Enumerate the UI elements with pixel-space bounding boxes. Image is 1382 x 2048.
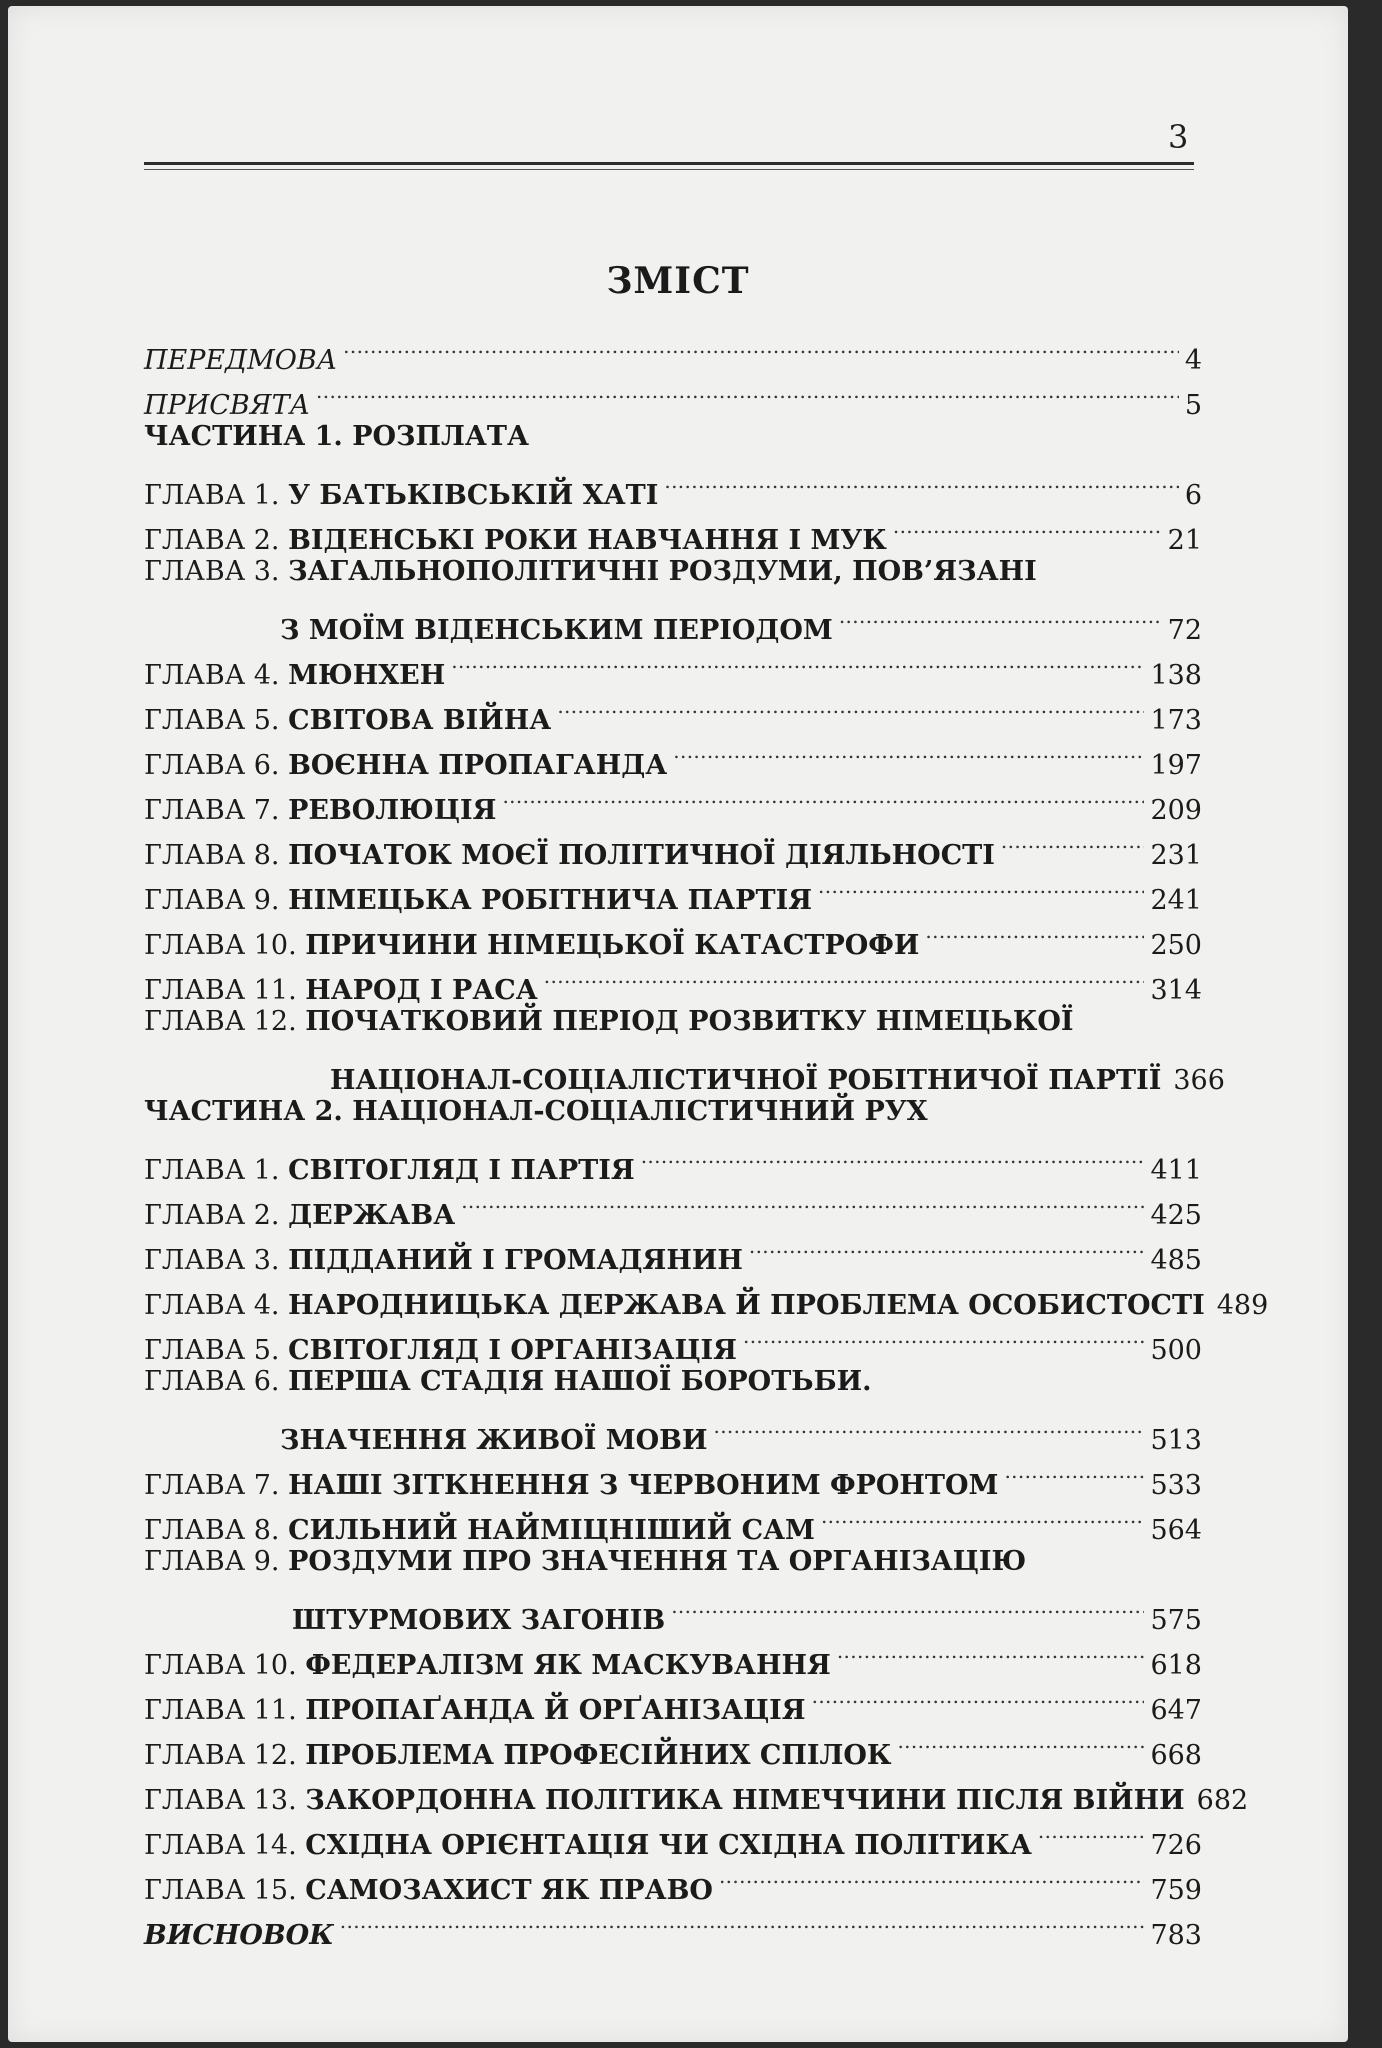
toc-entry-chapter-number: ГЛАВА 9. — [144, 1546, 289, 1577]
toc-entry-label — [144, 414, 529, 459]
toc-entry-page: 489 — [1216, 1290, 1269, 1321]
toc-entry-chapter-number: ГЛАВА 2. — [144, 525, 289, 556]
toc-entry — [144, 1449, 1202, 1501]
toc-entry-chapter-number: ГЛАВА 9. — [144, 885, 289, 916]
header-rule-thin — [144, 169, 1194, 170]
toc-entry-title: НАРОДНИЦЬКА ДЕРЖАВА Й ПРОБЛЕМА ОСОБИСТОСТІ — [288, 1290, 1205, 1321]
toc-entry-label — [144, 1359, 872, 1404]
toc-entry-title: ВИСНОВОК — [144, 1920, 334, 1951]
toc-entry-chapter-number: ГЛАВА 4. — [144, 660, 289, 691]
toc-entry — [144, 1764, 1249, 1816]
toc-entry-label — [144, 1089, 928, 1134]
toc-entry-chapter-number: ГЛАВА 8. — [144, 1515, 289, 1546]
toc-entry — [144, 594, 1202, 646]
toc-entry-leader-dots — [502, 774, 1144, 819]
toc-entry-page: 668 — [1150, 1740, 1202, 1771]
toc-entry-leader-dots — [340, 1899, 1145, 1944]
toc-entry-chapter-number: ГЛАВА 5. — [144, 1335, 289, 1366]
toc-entry-page: 500 — [1150, 1335, 1202, 1366]
toc-entry-label — [144, 1913, 334, 1958]
toc-entry-title: З МОЇМ ВІДЕНСЬКИМ ПЕРІОДОМ — [280, 615, 833, 646]
toc-entry-page: 647 — [1150, 1695, 1202, 1726]
toc-entry-leader-dots — [544, 954, 1145, 999]
toc-entry-page: 72 — [1167, 615, 1202, 646]
toc-entry-chapter-number: ГЛАВА 1. — [144, 1155, 289, 1186]
toc-entry-leader-dots — [664, 459, 1178, 504]
toc-entry-title: ЧАСТИНА 1. РОЗПЛАТА — [144, 421, 529, 452]
toc-entry-chapter-number: ГЛАВА 10. — [144, 930, 306, 961]
toc-entry-title: ПРИСВЯТА — [144, 390, 311, 421]
toc-entry-chapter-number: ГЛАВА 11. — [144, 1695, 306, 1726]
toc-entry-title: СИЛЬНИЙ НАЙМІЦНІШИЙ САМ — [288, 1515, 815, 1546]
toc-entry-leader-dots — [343, 324, 1179, 369]
toc-entry-page: 513 — [1150, 1425, 1202, 1456]
toc-entry-title: РЕВОЛЮЦІЯ — [288, 795, 497, 826]
toc-entry — [144, 549, 1202, 594]
toc-entry-title: НІМЕЦЬКА РОБІТНИЧА ПАРТІЯ — [288, 885, 813, 916]
toc-entry-chapter-number: ГЛАВА 7. — [144, 1470, 289, 1501]
toc-entry-page: 5 — [1184, 390, 1202, 421]
toc-entry-title: СХІДНА ОРІЄНТАЦІЯ ЧИ СХІДНА ПОЛІТИКА — [305, 1830, 1032, 1861]
toc-entry-chapter-number: ГЛАВА 6. — [144, 1366, 289, 1397]
toc-entry-page: 209 — [1150, 795, 1202, 826]
toc-entry-page: 564 — [1150, 1515, 1202, 1546]
toc-entry-title: ПІДДАНИЙ І ГРОМАДЯНИН — [288, 1245, 743, 1276]
toc-entry — [144, 864, 1202, 916]
toc-entry-leader-dots — [451, 639, 1144, 684]
toc-entry-title: ПОЧАТОК МОЄЇ ПОЛІТИЧНОЇ ДІЯЛЬНОСТІ — [288, 840, 995, 871]
toc-entry-leader-dots — [673, 729, 1144, 774]
toc-entry-page: 241 — [1150, 885, 1202, 916]
toc-entry — [144, 459, 1202, 511]
header-rule — [144, 162, 1194, 165]
toc-entry — [144, 1854, 1202, 1906]
toc-entry-page: 173 — [1150, 705, 1202, 736]
toc-entry-title: МЮНХЕН — [288, 660, 446, 691]
toc-entry-chapter-number: ГЛАВА 11. — [144, 975, 306, 1006]
toc-entry-leader-dots — [719, 1854, 1145, 1899]
toc-entry-leader-dots — [743, 1314, 1144, 1359]
toc-entry-page: 366 — [1173, 1065, 1225, 1096]
toc-entry-leader-dots — [837, 1629, 1145, 1674]
table-of-contents — [144, 324, 1269, 1951]
toc-entry-title: ПРИЧИНИ НІМЕЦЬКОЇ КАТАСТРОФИ — [305, 930, 920, 961]
toc-entry-title: ФЕДЕРАЛІЗМ ЯК МАСКУВАННЯ — [305, 1650, 831, 1681]
toc-entry-leader-dots — [812, 1674, 1145, 1719]
toc-entry-page: 314 — [1150, 975, 1202, 1006]
toc-entry-chapter-number: ГЛАВА 3. — [144, 556, 289, 587]
toc-entry — [144, 1809, 1202, 1861]
toc-entry-leader-dots — [821, 1494, 1145, 1539]
toc-entry-title: ПЕРЕДМОВА — [144, 345, 338, 376]
toc-entry — [144, 1044, 1225, 1096]
toc-entry-leader-dots — [1004, 1449, 1144, 1494]
toc-entry — [144, 1899, 1202, 1951]
toc-entry-chapter-number: ГЛАВА 6. — [144, 750, 289, 781]
toc-entry — [144, 1539, 1202, 1584]
toc-entry — [144, 1494, 1202, 1546]
toc-entry-page: 231 — [1150, 840, 1202, 871]
book-page — [8, 6, 1348, 2042]
toc-entry — [144, 1584, 1202, 1636]
toc-entry-chapter-number: ГЛАВА 1. — [144, 480, 289, 511]
toc-entry-leader-dots — [671, 1584, 1144, 1629]
toc-entry-leader-dots — [897, 1719, 1144, 1764]
toc-entry-chapter-number: ГЛАВА 4. — [144, 1290, 289, 1321]
toc-entry-title: САМОЗАХИСТ ЯК ПРАВО — [305, 1875, 713, 1906]
toc-entry — [144, 1269, 1269, 1321]
toc-entry-page: 759 — [1150, 1875, 1202, 1906]
toc-entry — [144, 1359, 1202, 1404]
toc-entry — [144, 1179, 1202, 1231]
toc-entry-title: ЗАКОРДОННА ПОЛІТИКА НІМЕЧЧИНИ ПІСЛЯ ВІЙНИ — [305, 1785, 1185, 1816]
toc-entry-chapter-number: ГЛАВА 7. — [144, 795, 289, 826]
toc-entry-title: ПРОПАҐАНДА Й ОРҐАНІЗАЦІЯ — [305, 1695, 806, 1726]
toc-entry-page: 4 — [1184, 345, 1202, 376]
toc-entry — [144, 1224, 1202, 1276]
toc-entry-label — [144, 999, 1074, 1044]
toc-entry-title: СВІТОГЛЯД І ПАРТІЯ — [288, 1155, 635, 1186]
toc-entry-leader-dots — [839, 594, 1162, 639]
toc-entry-title: СВІТОГЛЯД І ОРГАНІЗАЦІЯ — [288, 1335, 737, 1366]
toc-entry — [144, 954, 1202, 1006]
toc-entry — [144, 1314, 1202, 1366]
toc-entry-title: ШТУРМОВИХ ЗАГОНІВ — [292, 1605, 666, 1636]
toc-entry-page: 138 — [1150, 660, 1202, 691]
toc-entry-leader-dots — [818, 864, 1144, 909]
toc-entry-leader-dots — [557, 684, 1144, 729]
toc-entry-page: 533 — [1150, 1470, 1202, 1501]
toc-entry-title: ЗАГАЛЬНОПОЛІТИЧНІ РОЗДУМИ, ПОВ’ЯЗАНІ — [288, 556, 1037, 587]
toc-entry-chapter-number: ГЛАВА 12. — [144, 1740, 306, 1771]
toc-entry-leader-dots — [749, 1224, 1145, 1269]
toc-entry — [144, 369, 1202, 421]
toc-entry-chapter-number: ГЛАВА 8. — [144, 840, 289, 871]
toc-entry-page: 197 — [1150, 750, 1202, 781]
toc-entry-page: 6 — [1184, 480, 1202, 511]
toc-entry-leader-dots — [925, 909, 1144, 954]
toc-entry — [144, 774, 1202, 826]
toc-entry-chapter-number: ГЛАВА 15. — [144, 1875, 306, 1906]
toc-entry-title: НАРОД І РАСА — [305, 975, 538, 1006]
page-number: 3 — [1168, 118, 1189, 156]
toc-entry-page: 575 — [1150, 1605, 1202, 1636]
toc-entry-page: 682 — [1196, 1785, 1249, 1816]
toc-entry-chapter-number: ГЛАВА 14. — [144, 1830, 306, 1861]
toc-entry-chapter-number: ГЛАВА 12. — [144, 1006, 306, 1037]
toc-entry-page: 618 — [1150, 1650, 1202, 1681]
toc-entry-page: 726 — [1150, 1830, 1202, 1861]
toc-entry-title: РОЗДУМИ ПРО ЗНАЧЕННЯ ТА ОРГАНІЗАЦІЮ — [288, 1546, 1027, 1577]
toc-entry — [144, 414, 1202, 459]
toc-entry — [144, 324, 1202, 376]
toc-entry — [144, 819, 1202, 871]
toc-entry-chapter-number: ГЛАВА 5. — [144, 705, 289, 736]
toc-entry-leader-dots — [461, 1179, 1144, 1224]
toc-entry-title: ПОЧАТКОВИЙ ПЕРІОД РОЗВИТКУ НІМЕЦЬКОЇ — [305, 1006, 1074, 1037]
toc-entry-label — [144, 549, 1037, 594]
toc-entry-chapter-number: ГЛАВА 13. — [144, 1785, 306, 1816]
toc-entry-title: ВОЄННА ПРОПАГАНДА — [288, 750, 668, 781]
toc-entry-page: 783 — [1150, 1920, 1202, 1951]
toc-entry — [144, 504, 1202, 556]
toc-entry — [144, 1134, 1202, 1186]
toc-entry-leader-dots — [316, 369, 1179, 414]
toc-title: ЗМІСТ — [606, 260, 750, 302]
toc-entry — [144, 1629, 1202, 1681]
toc-entry-title: НАЦІОНАЛ-СОЦІАЛІСТИЧНОЇ РОБІТНИЧОЇ ПАРТІЇ — [330, 1065, 1162, 1096]
toc-entry-title: СВІТОВА ВІЙНА — [288, 705, 552, 736]
toc-entry-title: ВІДЕНСЬКІ РОКИ НАВЧАННЯ І МУК — [288, 525, 887, 556]
toc-entry-title: ПРОБЛЕМА ПРОФЕСІЙНИХ СПІЛОК — [305, 1740, 892, 1771]
toc-entry — [144, 1404, 1202, 1456]
toc-entry-page: 411 — [1150, 1155, 1202, 1186]
toc-entry-chapter-number: ГЛАВА 10. — [144, 1650, 306, 1681]
toc-entry-title: ДЕРЖАВА — [288, 1200, 456, 1231]
toc-entry-page: 250 — [1150, 930, 1202, 961]
toc-entry — [144, 1674, 1202, 1726]
toc-entry-title: ПЕРША СТАДІЯ НАШОЇ БОРОТЬБИ. — [288, 1366, 872, 1397]
toc-entry-title: ЧАСТИНА 2. НАЦІОНАЛ-СОЦІАЛІСТИЧНИЙ РУХ — [144, 1096, 928, 1127]
toc-entry-label — [144, 1539, 1026, 1584]
toc-entry-leader-dots — [1001, 819, 1145, 864]
toc-entry-page: 425 — [1150, 1200, 1202, 1231]
toc-entry — [144, 1089, 1202, 1134]
toc-entry-leader-dots — [893, 504, 1162, 549]
toc-entry-leader-dots — [713, 1404, 1144, 1449]
toc-entry — [144, 639, 1202, 691]
toc-entry — [144, 999, 1202, 1044]
toc-entry — [144, 909, 1202, 961]
toc-entry-title: У БАТЬКІВСЬКІЙ ХАТІ — [288, 480, 659, 511]
toc-entry-leader-dots — [1038, 1809, 1145, 1854]
toc-entry — [144, 729, 1202, 781]
toc-entry-title: ЗНАЧЕННЯ ЖИВОЇ МОВИ — [280, 1425, 708, 1456]
toc-entry — [144, 1719, 1202, 1771]
toc-entry-title: НАШІ ЗІТКНЕННЯ З ЧЕРВОНИМ ФРОНТОМ — [288, 1470, 999, 1501]
toc-entry-page: 21 — [1167, 525, 1202, 556]
toc-entry-leader-dots — [641, 1134, 1145, 1179]
toc-entry-chapter-number: ГЛАВА 3. — [144, 1245, 289, 1276]
toc-entry-page: 485 — [1150, 1245, 1202, 1276]
toc-entry — [144, 684, 1202, 736]
toc-entry-chapter-number: ГЛАВА 2. — [144, 1200, 289, 1231]
